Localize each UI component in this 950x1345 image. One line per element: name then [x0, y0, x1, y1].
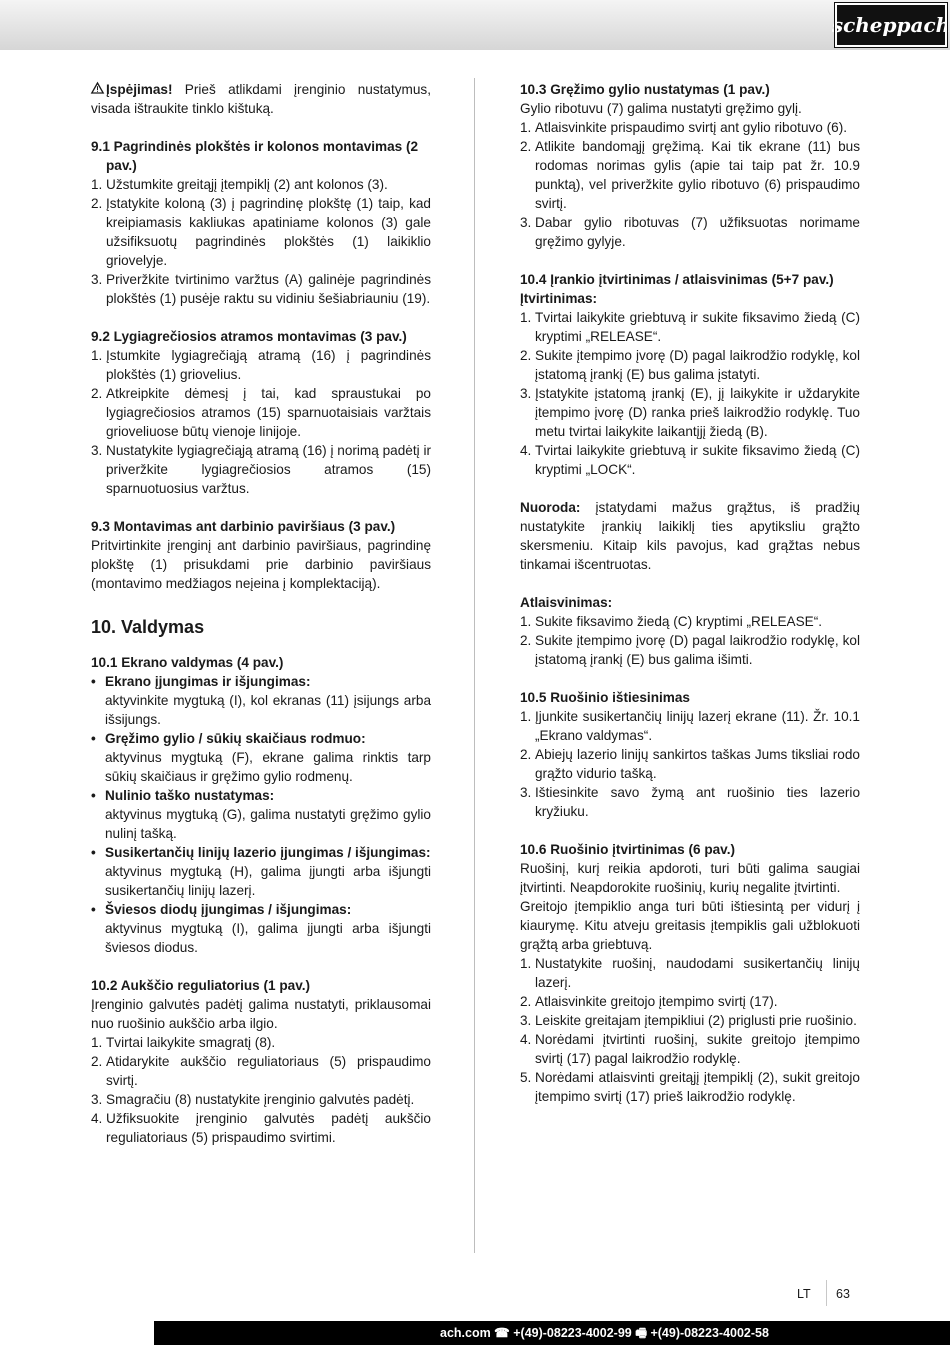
- list-item: 3. Įstatykite įstatomą įrankį (E), jį laikykite ir uždarykite įtempimo įvorę (D) ranka prieš laikrodžio rodyklę. Tuo metu tvirtai laikykite laikantįjį žiedą (B).: [520, 386, 860, 439]
- language-code: LT: [797, 1287, 811, 1301]
- list-item: 2. Atidarykite aukščio reguliatoriaus (5) prispaudimo svirtį.: [91, 1054, 431, 1088]
- warning-paragraph: [91, 80, 431, 118]
- bullet-item: • Nulinio taško nustatymas: aktyvinus mygtuką (G), galima nustatyti gręžimo gylio nulinį tašką.: [91, 788, 431, 841]
- bullet-item: • Gręžimo gylio / sūkių skaičiaus rodmuo: aktyvinus mygtuką (F), ekrane galima rinktis tarp sūkių skaičiaus ir gręžimo gylio rodmenų.: [91, 731, 431, 784]
- list-item: 2. Įstatykite koloną (3) į pagrindinę plokštę (1) taip, kad kreipiamasis kakliukas apatiniame kolonos (3) gale užsifiksuotų pagrindinės plokštės (1) laikiklio griovelyje.: [91, 196, 431, 268]
- left-column: [91, 80, 431, 1147]
- svg-text:scheppach: scheppach: [831, 13, 950, 37]
- footer-contact: ach.com ☎ +(49)-08223-4002-99 🖷 +(49)-08223-4002-58: [440, 1326, 769, 1340]
- section-10-6-text-1: Ruošinį, kurį reikia apdoroti, turi būti galima saugiai įtvirtinti. Neapdorokite ruošinių, kurių negalite įtvirtinti.: [520, 861, 860, 895]
- list-item: 2. Sukite įtempimo įvorę (D) pagal laikrodžio rodyklę, kol įstatomą įrankį (E) bus galima įstatyti.: [520, 348, 860, 382]
- release-title: Atlaisvinimas:: [520, 595, 613, 610]
- list-item: 1. Įstumkite lygiagrečiąją atramą (16) į pagrindinės plokštės (1) griovelius.: [91, 348, 431, 382]
- list-item: 3. Ištiesinkite savo žymą ant ruošinio ties lazerio kryžiuku.: [520, 785, 860, 819]
- warning-text: Prieš atlikdami įrenginio nustatymus, visada ištraukite tinklo kištuką.: [91, 82, 431, 116]
- list-item: 4. Tvirtai laikykite griebtuvą ir sukite fiksavimo žiedą (C) kryptimi „LOCK“.: [520, 443, 860, 477]
- warning-label: Įspėjimas!: [106, 82, 173, 97]
- section-10-4-title: 10.4 Įrankio įtvirtinimas / atlaisvinimas (5+7 pav.): [520, 272, 834, 287]
- list-item: 2. Atlaisvinkite greitojo įtempimo svirtį (17).: [520, 994, 778, 1009]
- section-10-3-text: Gylio ribotuvu (7) galima nustatyti gręžimo gylį.: [520, 101, 802, 116]
- list-item: 3. Smagračiu (8) nustatykite įrenginio galvutės padėtį.: [91, 1092, 415, 1107]
- note-paragraph: [520, 498, 860, 574]
- header-band: [0, 0, 950, 50]
- list-item: 3. Priveržkite tvirtinimo varžtus (A) galinėje pagrindinės plokštės (1) pusėje raktu su vidiniu šešiabriauniu (19).: [91, 272, 431, 306]
- section-9-2-title: 9.2 Lygiagrečiosios atramos montavimas (3 pav.): [91, 329, 407, 344]
- list-item: 1. Tvirtai laikykite griebtuvą ir sukite fiksavimo žiedą (C) kryptimi „RELEASE“.: [520, 310, 860, 344]
- section-10-title: 10. Valdymas: [91, 617, 205, 637]
- list-item: 3. Nustatykite lygiagrečiąją atramą (16) į norimą padėtį ir priveržkite lygiagrečiosios atramos (15) sparnuotuosius varžtus.: [91, 443, 431, 496]
- footer-separator: [826, 1280, 827, 1306]
- section-10-4-subtitle: Įtvirtinimas:: [520, 291, 598, 306]
- list-item: 2. Atlikite bandomąjį gręžimą. Kai tik ekrane (11) bus rodomas norimas gylis (apie tai taip pat žr. 10.9 punktą), vel priveržkite gylio ribotuvo (6) prispaudimo svirtį.: [520, 139, 860, 211]
- column-divider: [474, 78, 475, 1253]
- bullet-item: • Ekrano įjungimas ir išjungimas: aktyvinkite mygtuką (I), kol ekranas (11) įsijungs arba išsijungs.: [91, 674, 431, 727]
- footer-bar-gap: [0, 1321, 154, 1345]
- list-item: 2. Sukite įtempimo įvorę (D) pagal laikrodžio rodyklę, kol įstatomą įrankį (E) bus galima išimti.: [520, 633, 860, 667]
- list-item: 1. Įjunkite susikertančių linijų lazerį ekrane (11). Žr. 10.1 „Ekrano valdymas“.: [520, 709, 860, 743]
- section-9-3-text: Pritvirtinkite įrenginį ant darbinio paviršiaus, pagrindinę plokštę (1) prisukdami prie darbinio paviršiaus (montavimo medžiagos neįeina į komplektaciją).: [91, 538, 431, 591]
- list-item: 5. Norėdami atlaisvinti greitąjį įtempiklį (2), sukit greitojo įtempimo svirtį (17) prieš laikrodžio rodyklę.: [520, 1070, 860, 1104]
- list-item: 1. Sukite fiksavimo žiedą (C) kryptimi „RELEASE“.: [520, 614, 823, 629]
- section-10-2-text: Įrenginio galvutės padėtį galima nustatyti, priklausomai nuo ruošinio aukščio arba ilgio.: [91, 997, 431, 1031]
- page-number: 63: [836, 1287, 850, 1301]
- section-10-2-title: 10.2 Aukščio reguliatorius (1 pav.): [91, 978, 311, 993]
- list-item: 1. Tvirtai laikykite smagratį (8).: [91, 1035, 276, 1050]
- note-label: Nuoroda:: [520, 500, 581, 515]
- list-item: 1. Atlaisvinkite prispaudimo svirtį ant gylio ribotuvo (6).: [520, 120, 848, 135]
- list-item: 3. Dabar gylio ribotuvas (7) užfiksuotas norimame gręžimo gylyje.: [520, 215, 860, 249]
- right-column: [520, 80, 860, 1106]
- bullet-item: • Šviesos diodų įjungimas / išjungimas: aktyvinus mygtuką (I), galima įjungti arba išjungti šviesos diodus.: [91, 902, 431, 955]
- section-10-1-title: 10.1 Ekrano valdymas (4 pav.): [91, 655, 284, 670]
- section-10-6-title: 10.6 Ruošinio įtvirtinimas (6 pav.): [520, 842, 736, 857]
- section-10-3-title: 10.3 Gręžimo gylio nustatymas (1 pav.): [520, 82, 770, 97]
- warning-icon: [91, 80, 106, 99]
- section-10-6-text-2: Greitojo įtempiklio anga turi būti ištiesintą per vidurį į kiaurymę. Kitu atveju greitasis įtempiklis gali užblokuoti grąžtą arba griebtuvą.: [520, 899, 860, 952]
- brand-logo: [831, 3, 950, 47]
- list-item: 4. Norėdami įtvirtinti ruošinį, sukite greitojo įtempimo svirtį (17) pagal laikrodžio rodyklę.: [520, 1032, 860, 1066]
- list-item: 1. Nustatykite ruošinį, naudodami susikertančių linijų lazerį.: [520, 956, 860, 990]
- list-item: 2. Atkreipkite dėmesį į tai, kad spraustukai po lygiagrečiosios atramos (15) sparnuotaisiais varžtais grioveliuose būtų vienoje linijoje.: [91, 386, 431, 439]
- section-9-3-title: 9.3 Montavimas ant darbinio paviršiaus (3 pav.): [91, 519, 396, 534]
- section-10-5-title: 10.5 Ruošinio ištiesinimas: [520, 690, 690, 705]
- bullet-item: • Susikertančių linijų lazerio įjungimas / išjungimas: aktyvinus mygtuką (H), galima įjungti arba išjungti susikertančių linijų lazerį.: [91, 845, 431, 898]
- note-text: įstatydami mažus grąžtus, iš pradžių nustatykite įrankių laikiklį ties apytiksliu grąžto skersmeniu. Kitaip kils pavojus, kad grąžtas nebus tinkamai išcentruotas.: [520, 500, 860, 572]
- section-9-1-title: 9.1 Pagrindinės plokštės ir kolonos montavimas (2 pav.): [91, 139, 419, 173]
- list-item: 4. Užfiksuokite įrenginio galvutės padėtį aukščio reguliatoriaus (5) prispaudimo svirtimi.: [91, 1111, 431, 1145]
- list-item: 3. Leiskite greitajam įtempikliui (2) priglusti prie ruošinio.: [520, 1013, 857, 1028]
- list-item: 1. Užstumkite greitąjį įtempiklį (2) ant kolonos (3).: [91, 177, 388, 192]
- list-item: 2. Abiejų lazerio linijų sankirtos taškas Jums tiksliai rodo grąžto vidurio tašką.: [520, 747, 860, 781]
